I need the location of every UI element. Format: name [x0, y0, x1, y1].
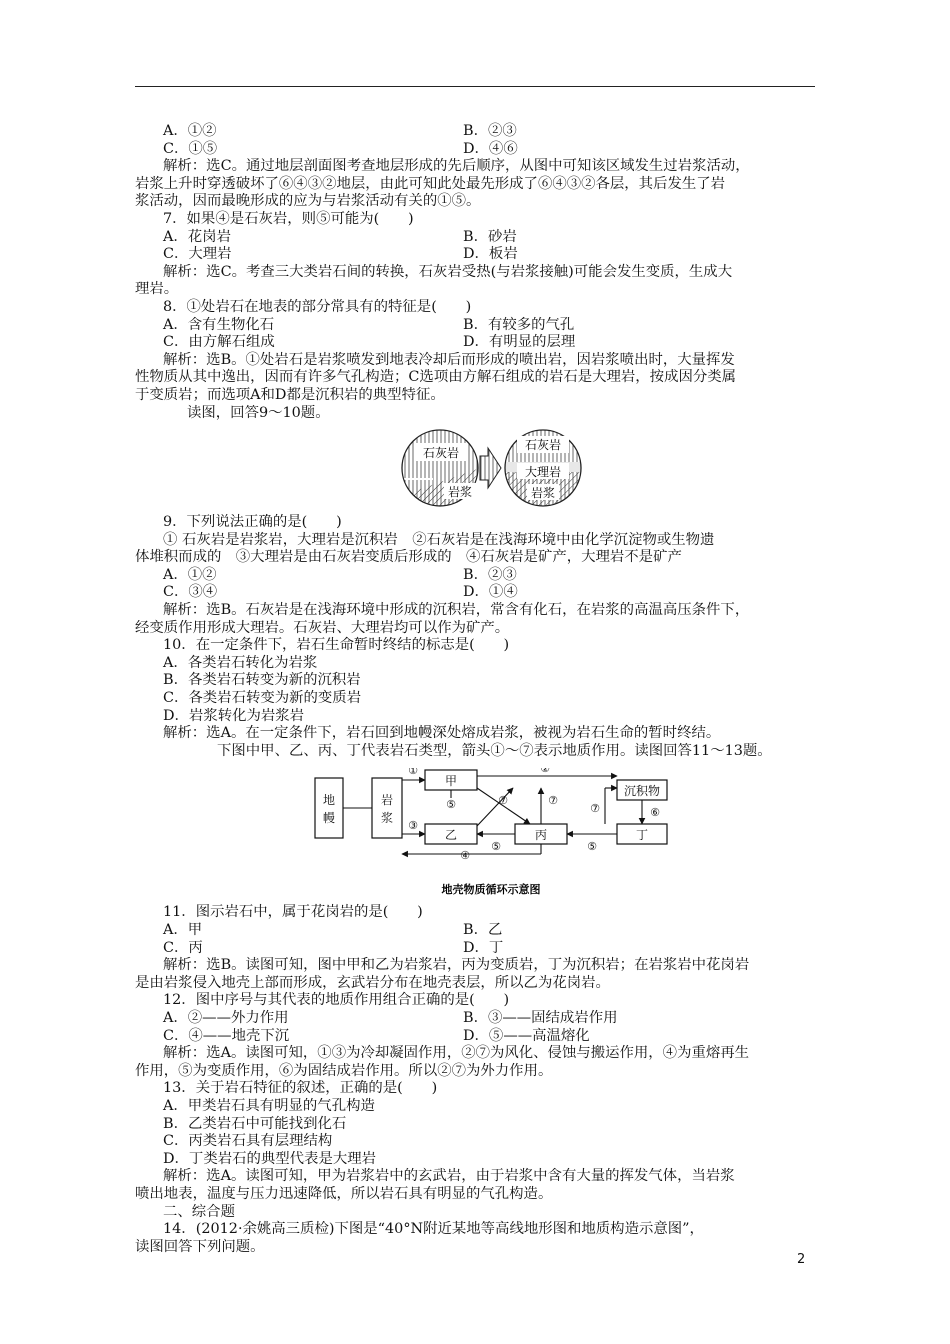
question-stem: 14．(2012·余姚高三质检)下图是“40°N附近某地等高线地形图和地质构造示意图”， — [163, 1221, 704, 1238]
option-d: D．丁 — [463, 939, 504, 956]
figure-crust-cycle — [135, 768, 815, 900]
question-stem: 9．下列说法正确的是( ) — [163, 514, 342, 531]
option-c: C．③④ — [163, 584, 218, 601]
section-heading: 二、综合题 — [163, 1203, 235, 1220]
options-row — [135, 922, 815, 940]
page-content — [135, 123, 815, 1256]
figure-caption: 地壳物质循环示意图 — [441, 883, 541, 897]
option-c: C．由方解石组成 — [163, 334, 275, 351]
num-5-bing-yi: ⑤ — [491, 840, 501, 854]
options-row — [135, 567, 815, 585]
label-ding: 丁 — [635, 828, 649, 843]
option-b: B．砂岩 — [463, 228, 517, 245]
option-c: C．丙 — [163, 939, 203, 956]
option-a: A．各类岩石转化为岩浆 — [163, 654, 318, 671]
label-sediment: 沉积物 — [623, 784, 661, 799]
option-a: A．①② — [163, 566, 217, 583]
option-a: A．甲 — [163, 922, 203, 938]
option-b: B．③——固结成岩作用 — [463, 1009, 618, 1026]
analysis-text: 解析：选C。考查三大类岩石间的转换，石灰岩受热(与岩浆接触)可能会发生变质，生成大 — [163, 263, 733, 280]
option-b: B．②③ — [463, 566, 517, 583]
analysis-text: 解析：选C。通过地层剖面图考查地层形成的先后顺序，从图中可知该区域发生过岩浆活动， — [163, 158, 750, 175]
option-d: D．板岩 — [463, 246, 518, 263]
option-d: D．丁类岩石的典型代表是大理岩 — [163, 1150, 377, 1167]
read-instruction: 下图中甲、乙、丙、丁代表岩石类型，箭头①～⑦表示地质作用。读图回答11～13题。 — [217, 742, 772, 759]
options-row — [135, 246, 815, 264]
figure-limestone-marble — [135, 428, 815, 510]
option-a: A．甲类岩石具有明显的气孔构造 — [163, 1097, 375, 1114]
right-label-limestone: 石灰岩 — [524, 438, 562, 453]
option-d: D．①④ — [463, 584, 518, 601]
analysis-text: 是由岩浆侵入地壳上部而形成，玄武岩分布在地壳表层，所以乙为花岗岩。 — [135, 974, 610, 991]
analysis-text: 解析：选A。读图可知，①③为冷却凝固作用，②⑦为风化、侵蚀与搬运作用，④为重熔再生 — [163, 1045, 750, 1062]
question-stem: 读图回答下列问题。 — [135, 1238, 265, 1255]
options-row — [135, 141, 815, 159]
rock-transform-diagram — [135, 428, 815, 510]
header-rule — [135, 86, 815, 87]
question-stem: 10．在一定条件下，岩石生命暂时终结的标志是( ) — [163, 637, 510, 654]
option-c: C．大理岩 — [163, 246, 232, 263]
analysis-text: 解析：选B。石灰岩是在浅海环境中形成的沉积岩，常含有化石，在岩浆的高温高压条件下， — [163, 602, 750, 619]
num-4: ④ — [460, 849, 470, 863]
options-row — [135, 584, 815, 602]
num-7-yi: ⑦ — [498, 794, 508, 808]
option-d: D．④⑥ — [463, 140, 518, 157]
analysis-text: 喷出地表，温度与压力迅速降低，所以岩石具有明显的气孔构造。 — [135, 1185, 553, 1202]
option-c: C．①⑤ — [163, 140, 218, 157]
num-3: ③ — [408, 819, 418, 833]
analysis-text: 经变质作用形成大理岩。石灰岩、大理岩均可以作为矿产。 — [135, 619, 510, 636]
question-stem: 8．①处岩石在地表的部分常具有的特征是( ) — [163, 298, 472, 315]
options-row — [135, 1010, 815, 1028]
options-row — [135, 229, 815, 247]
option-b: B．有较多的气孔 — [463, 316, 575, 333]
transform-arrow — [480, 448, 501, 488]
question-stem: 7．如果④是石灰岩，则⑤可能为( ) — [163, 210, 414, 227]
crust-cycle-diagram — [135, 768, 815, 900]
page-number: 2 — [797, 1252, 806, 1267]
box-magma — [372, 778, 402, 838]
label-mantle-1: 地 — [322, 793, 336, 808]
label-bing: 丙 — [534, 828, 548, 843]
label-jia: 甲 — [444, 774, 458, 789]
analysis-text: 性物质从其中逸出，因而有许多气孔构造；C选项由方解石组成的岩石是大理岩，按成因分类属 — [135, 369, 737, 386]
analysis-text: 于变质岩；而选项A和D都是沉积岩的典型特征。 — [135, 386, 445, 403]
option-a: A．含有生物化石 — [163, 316, 275, 333]
options-row — [135, 334, 815, 352]
num-1: ① — [408, 768, 418, 778]
label-magma-2: 浆 — [380, 811, 394, 826]
num-2: ② — [540, 768, 550, 776]
label-yi: 乙 — [444, 828, 458, 843]
right-label-marble: 大理岩 — [524, 465, 562, 480]
analysis-text: 作用，⑤为变质作用，⑥为固结成岩作用。所以②⑦为外力作用。 — [135, 1062, 553, 1079]
left-label-limestone: 石灰岩 — [422, 446, 460, 461]
analysis-text: 解析：选A。读图可知，甲为岩浆岩中的玄武岩，由于岩浆中含有大量的挥发气体，当岩浆 — [163, 1168, 735, 1185]
num-5-ding-bing: ⑤ — [587, 840, 597, 854]
option-d: D．岩浆转化为岩浆岩 — [163, 707, 305, 724]
option-c: C．丙类岩石具有层理结构 — [163, 1133, 333, 1150]
analysis-text: 解析：选B。读图可知，图中甲和乙为岩浆岩，丙为变质岩，丁为沉积岩；在岩浆岩中花岗岩 — [163, 957, 750, 974]
statement-text: 体堆积而成的 ③大理岩是由石灰岩变质后形成的 ④石灰岩是矿产，大理岩不是矿产 — [135, 549, 682, 566]
label-mantle-2: 幔 — [322, 811, 336, 826]
option-c: C．④——地壳下沉 — [163, 1027, 290, 1044]
option-d: D．有明显的层理 — [463, 334, 576, 351]
option-b: B．②③ — [463, 123, 517, 139]
option-a: A．花岗岩 — [163, 228, 231, 245]
box-mantle — [315, 778, 343, 838]
read-instruction: 读图，回答9～10题。 — [187, 404, 330, 421]
options-row — [135, 1028, 815, 1046]
option-b: B．各类岩石转变为新的沉积岩 — [163, 672, 361, 689]
left-label-magma: 岩浆 — [447, 485, 473, 500]
question-stem: 12．图中序号与其代表的地质作用组合正确的是( ) — [163, 992, 510, 1009]
options-row — [135, 317, 815, 335]
num-7-bing: ⑦ — [548, 794, 558, 808]
num-5-jia: ⑤ — [446, 798, 456, 812]
options-row — [135, 123, 815, 141]
analysis-text: 解析：选B。①处岩石是岩浆喷发到地表冷却后而形成的喷出岩，因岩浆喷出时，大量挥发 — [163, 351, 735, 368]
num-6: ⑥ — [650, 806, 660, 820]
option-b: B．乙类岩石中可能找到化石 — [163, 1115, 347, 1132]
option-d: D．⑤——高温熔化 — [463, 1027, 590, 1044]
right-label-magma: 岩浆 — [530, 486, 556, 501]
analysis-text: 岩浆上升时穿透破坏了⑥④③②地层，由此可知此处最先形成了⑥④③②各层，其后发生了岩 — [135, 175, 726, 192]
question-stem: 13．关于岩石特征的叙述，正确的是( ) — [163, 1080, 438, 1097]
options-row — [135, 940, 815, 958]
question-stem: 11．图示岩石中，属于花岗岩的是( ) — [163, 904, 423, 921]
analysis-text: 理岩。 — [135, 281, 179, 298]
analysis-text: 解析：选A。在一定条件下，岩石回到地幔深处熔成岩浆，被视为岩石生命的暂时终结。 — [163, 725, 721, 742]
statement-text: ① 石灰岩是岩浆岩，大理岩是沉积岩 ②石灰岩是在浅海环境中由化学沉淀物或生物遗 — [163, 531, 715, 548]
analysis-text: 浆活动，因而最晚形成的应为与岩浆活动有关的①⑤。 — [135, 193, 481, 210]
option-a: A．①② — [163, 123, 217, 139]
label-magma-1: 岩 — [380, 793, 394, 808]
option-c: C．各类岩石转变为新的变质岩 — [163, 690, 362, 707]
num-7-right: ⑦ — [590, 802, 600, 816]
option-b: B．乙 — [463, 922, 503, 938]
option-a: A．②——外力作用 — [163, 1009, 289, 1026]
